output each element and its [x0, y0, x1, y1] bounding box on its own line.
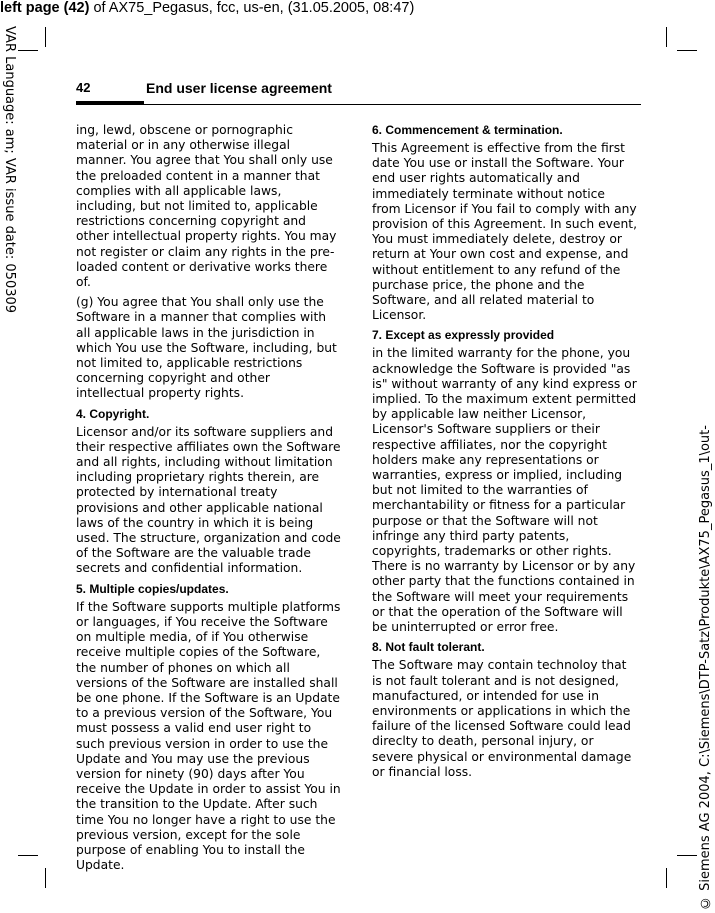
crop-mark-tl-h: [18, 50, 38, 51]
side-text-copyright-path: © Siemens AG 2004, C:\Siemens\DTP-Satz\Produkte\AX75_Pegasus_1\out-: [698, 425, 713, 910]
page-number: 42: [76, 80, 91, 95]
crop-mark-bl-v: [45, 868, 46, 888]
header-rule-thin: [144, 104, 641, 105]
print-header: [0, 0, 414, 17]
crop-mark-br-v: [666, 868, 667, 888]
crop-mark-br-h: [677, 855, 697, 856]
print-page-label: left page (42): [0, 0, 90, 16]
heading-not-fault-tolerant: 8. Not fault tolerant.: [372, 640, 485, 655]
left-column: [76, 123, 341, 878]
crop-mark-bl-h: [18, 855, 38, 856]
paragraph-not-fault-tolerant: The Software may contain technoloy that is not fault tolerant and is not designed, manufactured, or intended for use in environments or applications in which the failure of the licensed Software could lead direclty to death, personal injury, or severe physical or environmental damage or financial loss.: [372, 658, 632, 779]
paragraph-copyright: Licensor and/or its software suppliers and their respective affiliates own the Software and all rights, including without limitation including proprietary rights therein, are protected by international treaty provisions and other applicable national laws of the country in which it is being used. The structure, organization and code of the Software are the valuable trade secrets and confidential information.: [76, 424, 341, 576]
crop-mark-tr-h: [677, 50, 697, 51]
right-column: [372, 123, 637, 785]
crop-mark-tl-v: [45, 27, 46, 47]
paragraph-preloaded-content: ing, lewd, obscene or pornographic material or in any otherwise illegal manner. You agree that You shall only use the preloaded content in a manner that complies with all applicable laws, including, but not limited to, applicable restrictions concerning copyright and other intellectual property rights. You may not register or claim any rights in the pre-loaded content or derivative works there of.: [76, 123, 337, 290]
side-text-var-language: VAR Language: am; VAR issue date: 050309: [2, 26, 17, 314]
heading-except-expressly-provided: 7. Except as expressly provided: [372, 328, 555, 343]
header-rule-thick: [76, 101, 144, 105]
heading-multiple-copies: 5. Multiple copies/updates.: [76, 581, 229, 596]
page-title: End user license agreement: [146, 80, 332, 96]
paragraph-warranty-disclaimer: in the limited warranty for the phone, you acknowledge the Software is provided "as is" without warranty of any kind express or implied. To the maximum extent permitted by applicable law neither Licensor, Licensor's Software suppliers or their respective affiliates, nor the copyright holders make any representations or warranties, express or implied, including but not limited to the warranties of merchantability or fitness for a particular purpose or that the Software will not infringe any third party patents, copyrights, trademarks or other rights. There is no warranty by Licensor or by any other party that the functions contained in the Software will meet your requirements or that the operation of the Software will be uninterrupted or error free.: [372, 346, 637, 635]
heading-copyright: 4. Copyright.: [76, 406, 150, 421]
paragraph-commencement-termination: This Agreement is effective from the first date You use or install the Software. Your end user rights automatically and immediately terminate without notice from Licensor if You fail to comply with any provision of this Agreement. In such event, You must immediately delete, destroy or return at Your own cost and expense, and without entitlement to any refund of the purchase price, the phone and the Software, and all related material to Licensor.: [372, 141, 638, 323]
heading-commencement-termination: 6. Commencement & termination.: [372, 123, 563, 137]
paragraph-g-applicable-laws: (g) You agree that You shall only use the Software in a manner that complies with all applicable laws in the jurisdiction in which You use the Software, including, but not limited to, applicable restrictions concerning copyright and other intellectual property rights.: [76, 295, 337, 401]
paragraph-multiple-copies: If the Software supports multiple platforms or languages, if You receive the Software on multiple media, of if You otherwise receive multiple copies of the Software, the number of phones on which all versions of the Software are installed shall be one phone. If the Software is an Update to a previous version of the Software, You must possess a valid end user right to such previous version in order to use the Update and You may use the previous version for ninety (90) days after You receive the Update in order to assist You in the transition to the Update. After such time You no longer have a right to use the previous version, except for the sole purpose of enabling You to install the Update.: [76, 599, 341, 873]
crop-mark-tr-v: [666, 27, 667, 47]
print-file-info: of AX75_Pegasus, fcc, us-en, (31.05.2005, 08:47): [93, 0, 415, 16]
